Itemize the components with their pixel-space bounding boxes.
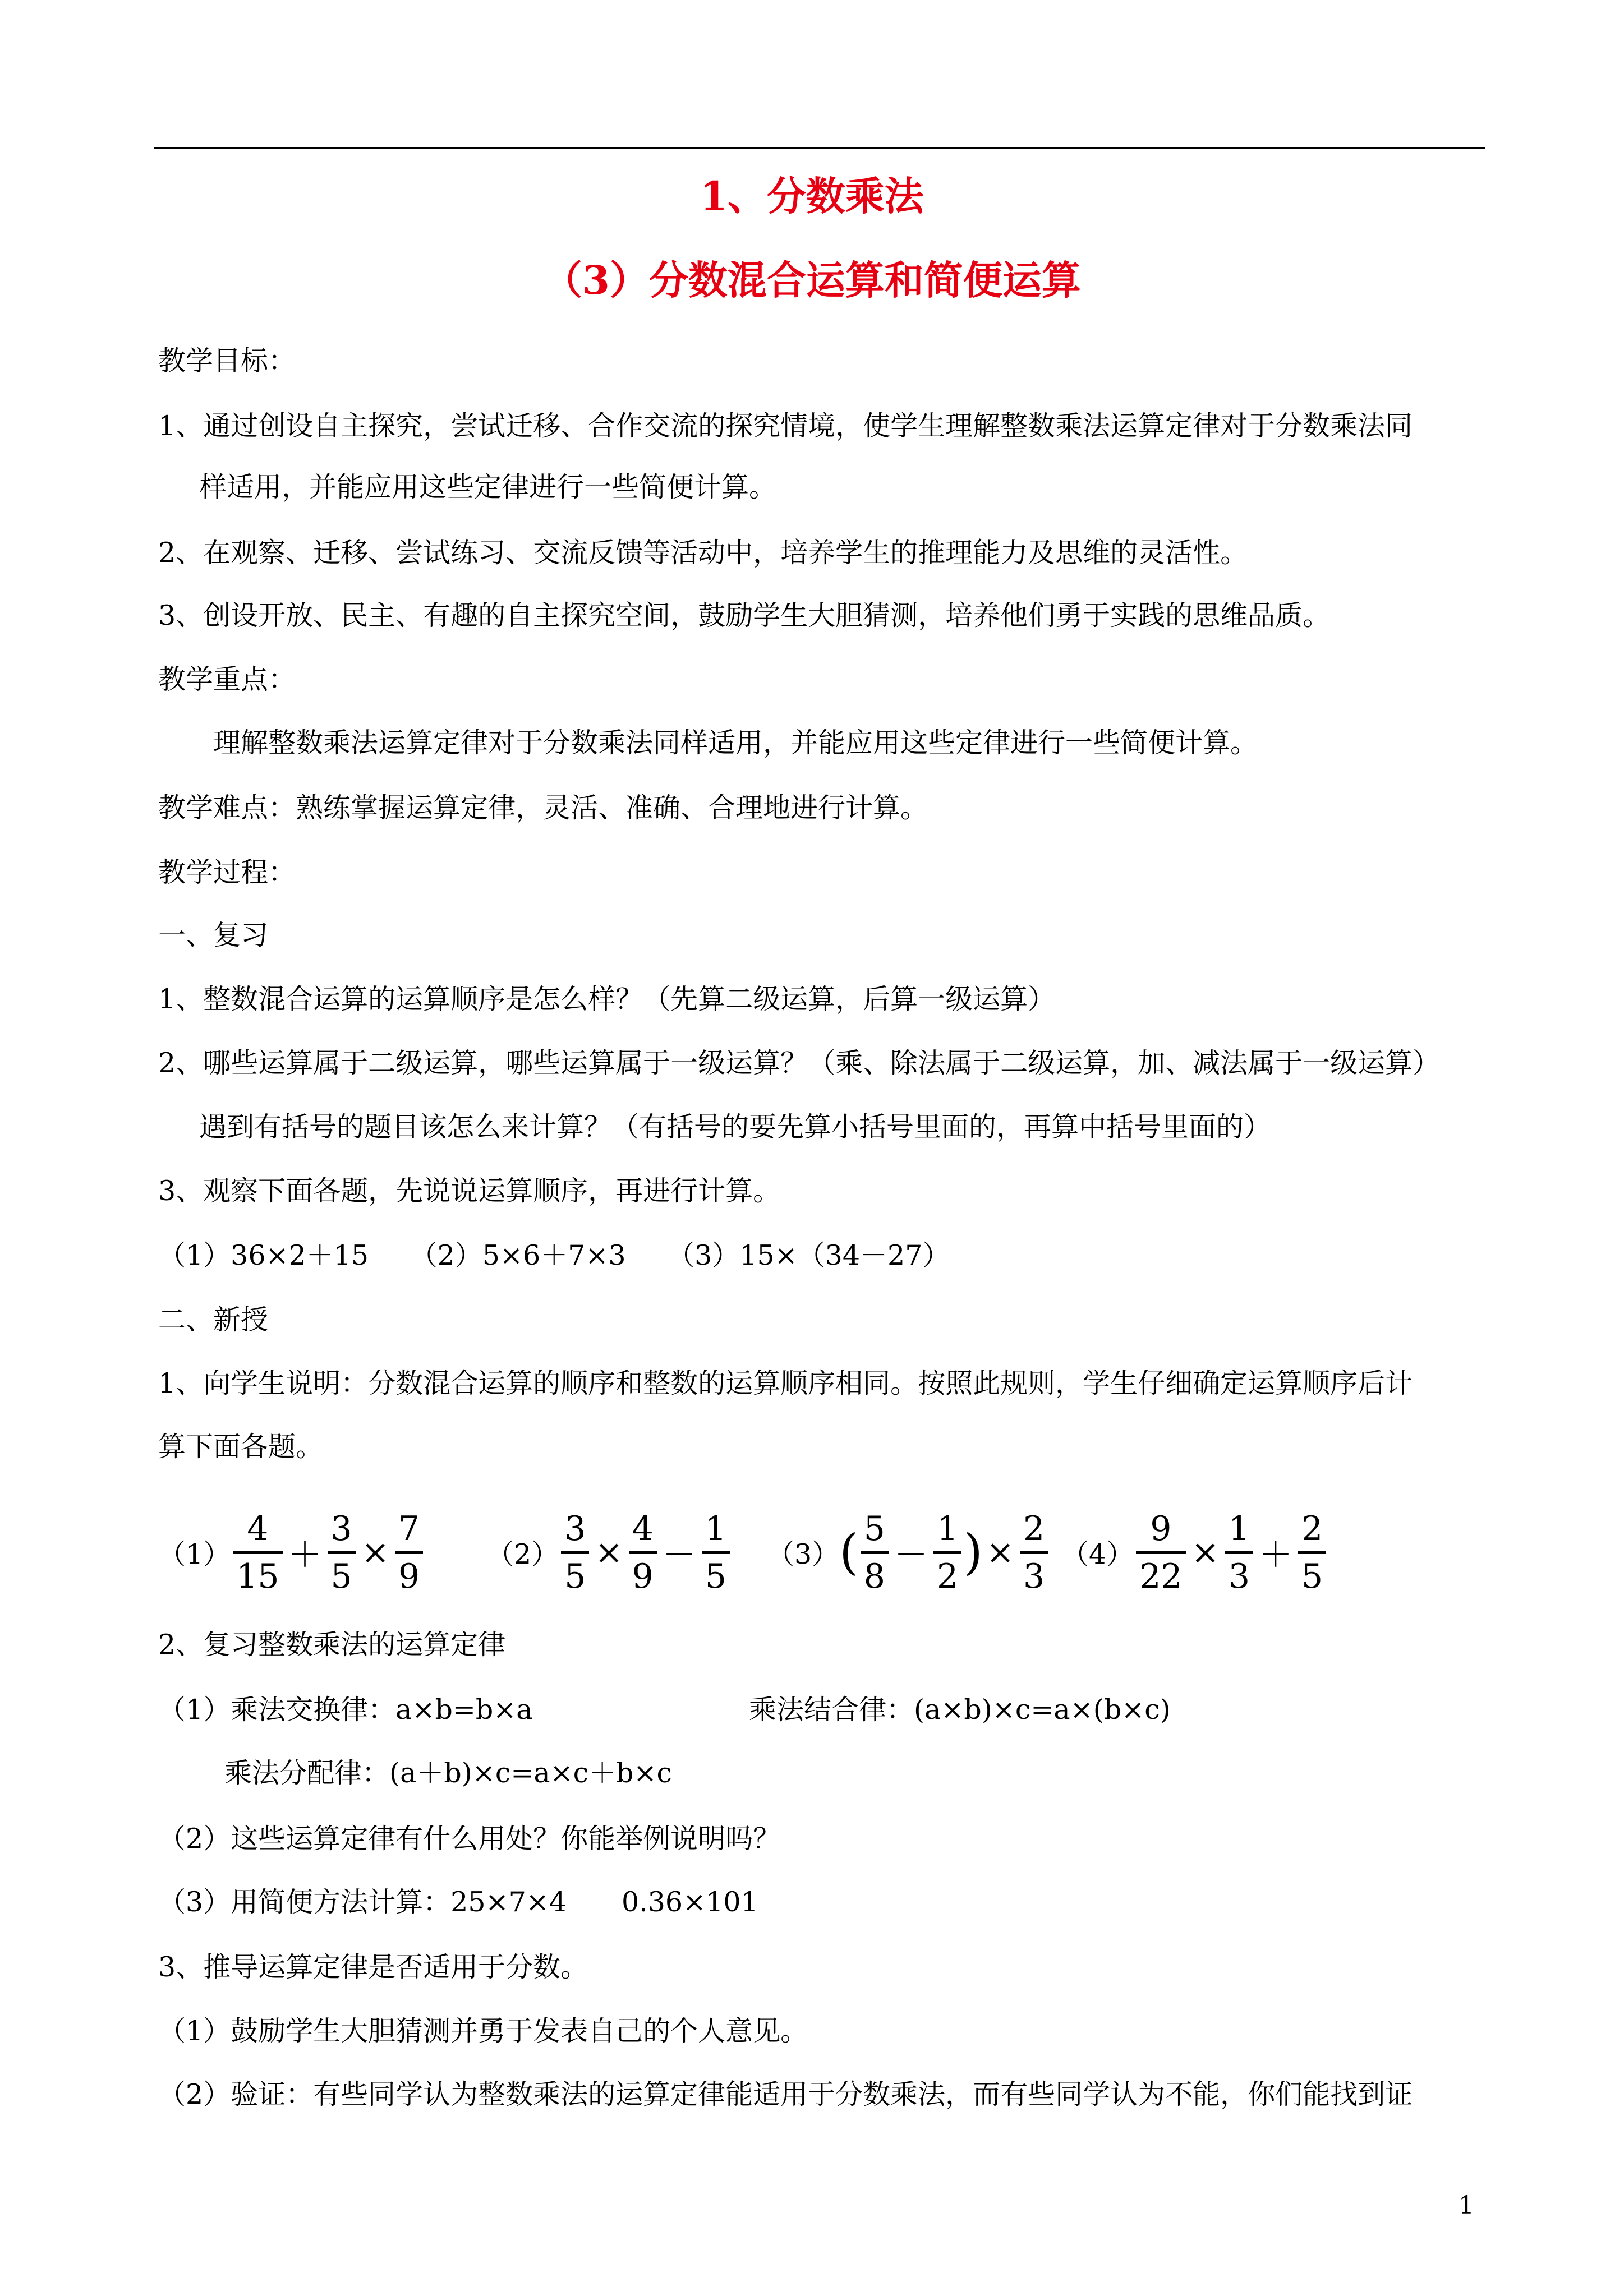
text-line: 二、新授	[158, 1304, 269, 1336]
text-line: 乘法结合律：(a×b)×c=a×(b×c)	[749, 1694, 1171, 1726]
expression-label: （4）	[1061, 1538, 1134, 1570]
fraction: $\frac{2}{5}$	[1298, 1506, 1326, 1599]
text-line: 教学过程：	[158, 856, 296, 888]
text-line: （2）这些运算定律有什么用处？你能举例说明吗？	[158, 1823, 781, 1855]
operator: ×	[986, 1533, 1014, 1572]
text-line: 算下面各题。	[158, 1431, 324, 1463]
header-rule	[154, 147, 1485, 149]
operator: －	[894, 1536, 928, 1575]
operator: ×	[361, 1533, 390, 1572]
text-line: 1、整数混合运算的运算顺序是怎么样？（先算二级运算，后算一级运算）	[158, 983, 1056, 1015]
fraction: $\frac{7}{9}$	[395, 1506, 423, 1599]
text-line: 乘法分配律：(a＋b)×c=a×c＋b×c	[224, 1757, 672, 1789]
expression-label: （3）	[767, 1538, 840, 1570]
right-paren: )	[964, 1524, 983, 1580]
text-line: 遇到有括号的题目该怎么来计算？（有括号的要先算小括号里面的，再算中括号里面的）	[199, 1111, 1272, 1143]
fraction: $\frac{9}{22}$	[1136, 1506, 1185, 1599]
operator: ×	[1191, 1533, 1220, 1572]
text-line: 3、推导运算定律是否适用于分数。	[158, 1951, 588, 1983]
text-line: 1、向学生说明：分数混合运算的顺序和整数的运算顺序相同。按照此规则，学生仔细确定运算顺序后计	[158, 1367, 1413, 1399]
operator: ×	[595, 1533, 623, 1572]
page-number: 1	[1459, 2191, 1474, 2220]
expression-3	[767, 1496, 1050, 1608]
operator: －	[662, 1536, 696, 1575]
text-line: 教学重点：	[158, 663, 296, 695]
expression-label: （1）	[158, 1538, 231, 1570]
text-line: 教学难点：熟练掌握运算定律，灵活、准确、合理地进行计算。	[158, 792, 928, 824]
fraction: $\frac{1}{2}$	[933, 1506, 961, 1599]
fraction: $\frac{3}{5}$	[328, 1506, 356, 1599]
text-line: 1、通过创设自主探究，尝试迁移、合作交流的探究情境，使学生理解整数乘法运算定律对于分数乘法同	[158, 410, 1413, 442]
expression-4	[1061, 1496, 1328, 1608]
text-line: （2）验证：有些同学认为整数乘法的运算定律能适用于分数乘法，而有些同学认为不能，你们能找到证	[158, 2078, 1413, 2110]
text-line: 2、哪些运算属于二级运算，哪些运算属于一级运算？（乘、除法属于二级运算，加、减法属于一级运算）	[158, 1047, 1441, 1079]
expression-1	[158, 1496, 425, 1608]
text-line: （1）36×2＋15 （2）5×6＋7×3 （3）15×（34－27）	[158, 1239, 950, 1271]
text-line: 教学目标：	[158, 345, 296, 377]
fraction: $\frac{1}{5}$	[702, 1506, 730, 1599]
text-line: 3、创设开放、民主、有趣的自主探究空间，鼓励学生大胆猜测，培养他们勇于实践的思维品质。	[158, 600, 1331, 631]
text-line: 理解整数乘法运算定律对于分数乘法同样适用，并能应用这些定律进行一些简便计算。	[213, 727, 1258, 759]
fraction: $\frac{5}{8}$	[861, 1506, 889, 1599]
fraction: $\frac{4}{9}$	[629, 1506, 657, 1599]
text-line: 3、观察下面各题，先说说运算顺序，再进行计算。	[158, 1175, 781, 1207]
fraction: $\frac{4}{15}$	[233, 1506, 282, 1599]
text-line: （1）乘法交换律：a×b=b×a	[158, 1694, 533, 1726]
fraction: $\frac{2}{3}$	[1020, 1506, 1048, 1599]
fraction: $\frac{3}{5}$	[561, 1506, 589, 1599]
text-line: （3）用简便方法计算：25×7×4 0.36×101	[158, 1886, 758, 1918]
text-line: （1）鼓励学生大胆猜测并勇于发表自己的个人意见。	[158, 2015, 808, 2047]
expression-2	[486, 1496, 732, 1608]
fraction: $\frac{1}{3}$	[1225, 1506, 1253, 1599]
chapter-title: 1、分数乘法	[700, 173, 924, 219]
expression-label: （2）	[486, 1538, 559, 1570]
text-line: 2、复习整数乘法的运算定律	[158, 1629, 506, 1661]
lesson-title: （3）分数混合运算和简便运算	[543, 257, 1081, 303]
text-line: 2、在观察、迁移、尝试练习、交流反馈等活动中，培养学生的推理能力及思维的灵活性。	[158, 537, 1248, 569]
text-line: 样适用，并能应用这些定律进行一些简便计算。	[199, 471, 777, 503]
text-line: 一、复习	[158, 919, 269, 951]
operator: ＋	[288, 1536, 322, 1575]
left-paren: (	[839, 1524, 858, 1580]
operator: ＋	[1259, 1536, 1293, 1575]
